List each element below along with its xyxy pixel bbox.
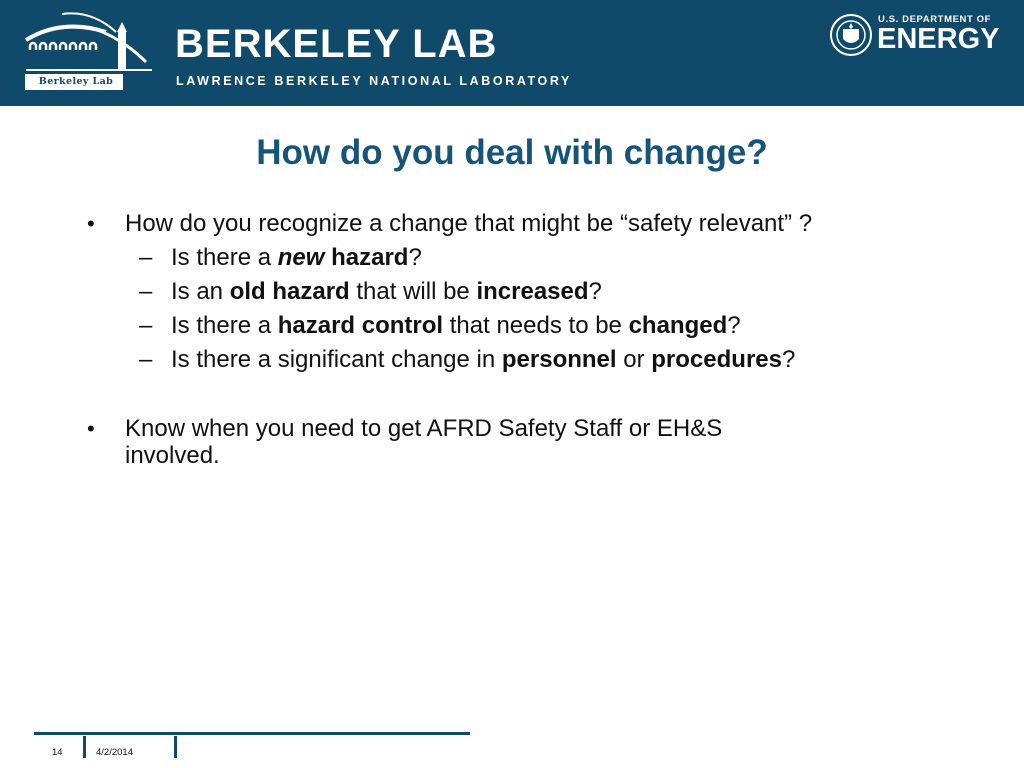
- bullet-marker: •: [87, 211, 95, 236]
- bullet-item-2-line1: Know when you need to get AFRD Safety Staff or EH&S: [125, 415, 723, 442]
- slide-title: How do you deal with change?: [256, 133, 768, 172]
- dash-marker: –: [139, 244, 153, 271]
- footer-divider: [83, 736, 86, 758]
- doe-title-line2: ENERGY: [877, 23, 1000, 55]
- bullet-marker: •: [87, 416, 95, 441]
- doe-title-line1: U.S. DEPARTMENT OF: [878, 14, 992, 25]
- footer-divider: [174, 736, 177, 758]
- lab-subtitle: LAWRENCE BERKELEY NATIONAL LABORATORY: [176, 74, 572, 88]
- sub-item-1: Is there a new hazard?: [171, 244, 422, 271]
- dash-marker: –: [139, 312, 153, 339]
- sub-item-2: Is an old hazard that will be increased?: [171, 278, 602, 305]
- dash-marker: –: [139, 278, 153, 305]
- sub-item-4: Is there a significant change in personnel or procedures?: [171, 346, 796, 373]
- logo-label-text: Berkeley Lab: [38, 76, 114, 87]
- bullet-item-2-line2: involved.: [125, 442, 220, 469]
- bullet-item-1: How do you recognize a change that might be “safety relevant” ?: [125, 210, 813, 237]
- sub-item-3: Is there a hazard control that needs to be changed?: [171, 312, 741, 339]
- slide-date: 4/2/2014: [96, 747, 133, 758]
- page-number: 14: [52, 747, 63, 758]
- lab-name: BERKELEY LAB: [175, 22, 498, 66]
- dash-marker: –: [139, 346, 153, 373]
- footer-rule: [34, 732, 470, 735]
